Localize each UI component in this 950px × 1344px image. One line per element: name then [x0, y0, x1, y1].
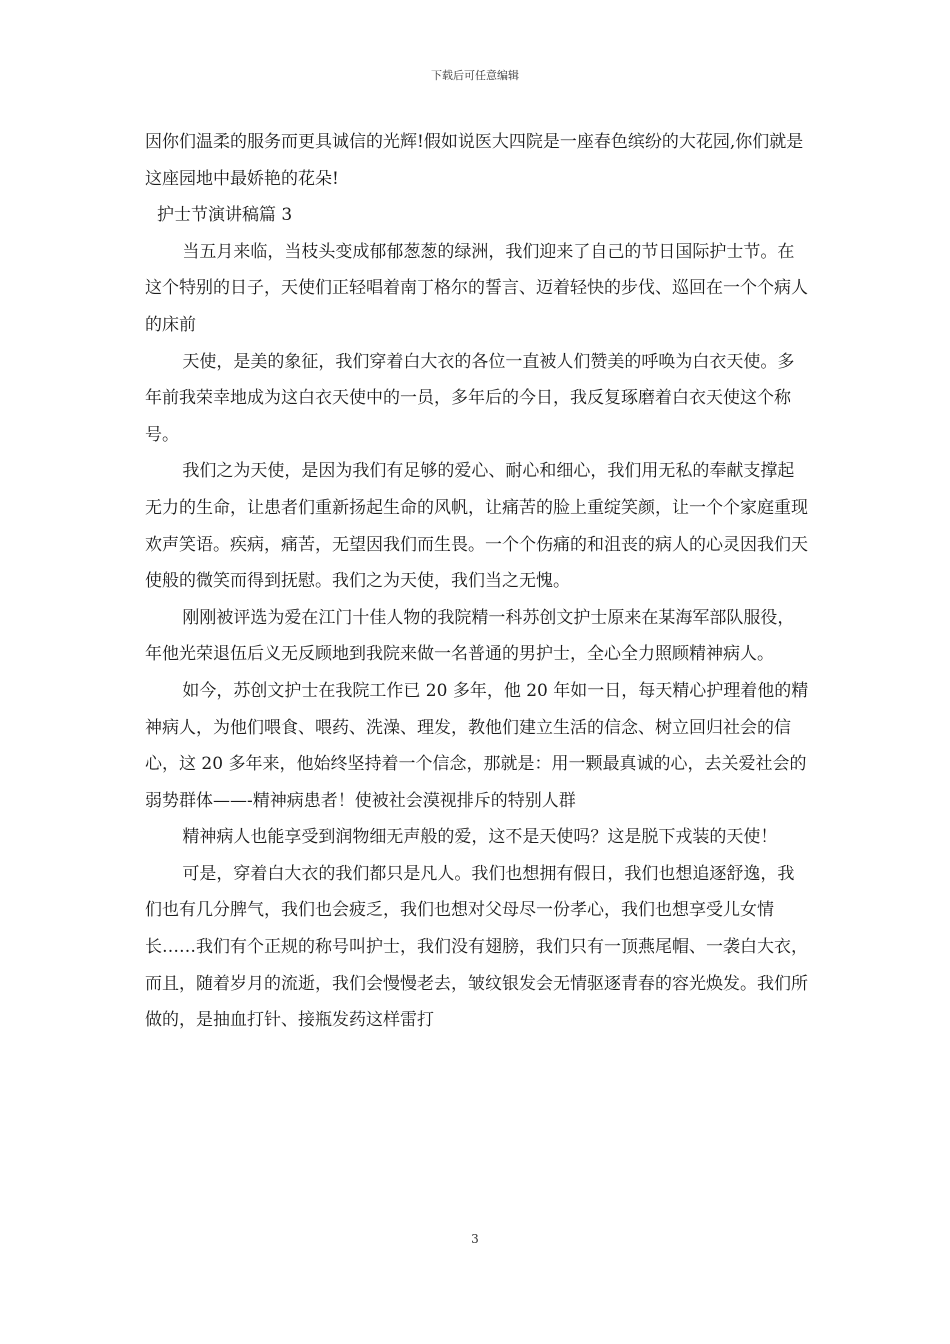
paragraph: 我们之为天使，是因为我们有足够的爱心、耐心和细心，我们用无私的奉献支撑起无力的生命，让患者们重新扬起生命的风帆，让痛苦的脸上重绽笑颜，让一个个家庭重现欢声笑语。疾病，痛苦，无望因我们而生畏。一个个伤痛的和沮丧的病人的心灵因我们天使般的微笑而得到抚慰。我们之为天使，我们当之无愧。 — [145, 461, 808, 592]
paragraph: 天使，是美的象征，我们穿着白大衣的各位一直被人们赞美的呼唤为白衣天使。多年前我荣幸地成为这白衣天使中的一员，多年后的今日，我反复琢磨着白衣天使这个称号。 — [145, 351, 795, 445]
paragraph: 刚刚被评选为爱在江门十佳人物的我院精一科苏创文护士原来在某海军部队服役，年他光荣退伍后义无反顾地到我院来做一名普通的男护士，全心全力照顾精神病人。 — [145, 607, 795, 665]
paragraph: 因你们温柔的服务而更具诚信的光辉!假如说医大四院是一座春色缤纷的大花园,你们就是这座园地中最娇艳的花朵! — [145, 132, 804, 189]
paragraph: 如今，苏创文护士在我院工作已 20 多年，他 20 年如一日，每天精心护理着他的精神病人，为他们喂食、喂药、洗澡、理发，教他们建立生活的信念、树立回归社会的信心，这 20 多年来，他始终坚持着一个信念，那就是：用一颗最真诚的心，去关爱社会的弱势群体——-精神病患者！使被社会漠视排斥的特别人群 — [145, 680, 809, 811]
document-body — [145, 124, 811, 1039]
page-number: 3 — [471, 1232, 479, 1246]
paragraph: 可是，穿着白大衣的我们都只是凡人。我们也想拥有假日，我们也想追逐舒逸，我们也有几分脾气，我们也会疲乏，我们也想对父母尽一份孝心，我们也想享受儿女情长……我们有个正规的称号叫护士，我们没有翅膀，我们只有一顶燕尾帽、一袭白大衣，而且，随着岁月的流逝，我们会慢慢老去，皱纹银发会无情驱逐青春的容光焕发。我们所做的，是抽血打针、接瓶发药这样雷打 — [145, 863, 808, 1031]
section-title: 护士节演讲稿篇 3 — [157, 205, 293, 226]
paragraph: 精神病人也能享受到润物细无声般的爱，这不是天使吗？这是脱下戎装的天使！ — [182, 827, 778, 848]
page-header: 下载后可任意编辑 — [431, 69, 519, 82]
paragraph: 当五月来临，当枝头变成郁郁葱葱的绿洲，我们迎来了自己的节日国际护士节。在这个特别的日子，天使们正轻唱着南丁格尔的誓言、迈着轻快的步伐、巡回在一个个病人的床前 — [145, 241, 808, 335]
